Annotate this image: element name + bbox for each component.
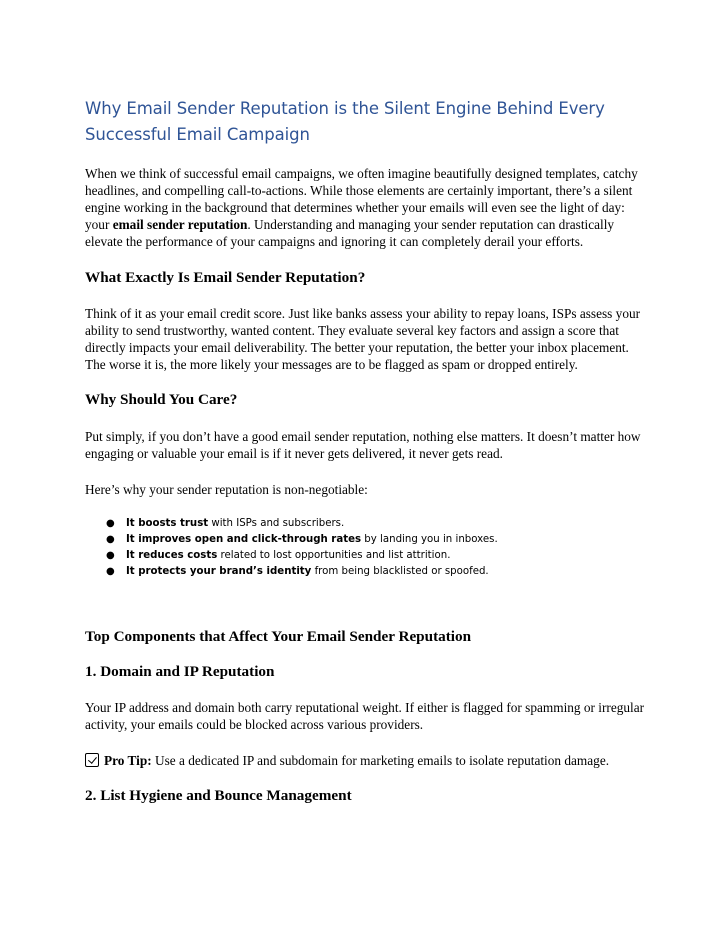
document-page [85,96,645,822]
subsection-heading-domain-ip: 1. Domain and IP Reputation [85,663,275,680]
bullet-icon: ● [106,550,115,561]
intro-paragraph [85,165,645,250]
check-box-icon [85,753,99,767]
bullet-icon: ● [106,566,115,577]
bullet-icon: ● [106,534,115,545]
section-heading-why-care: Why Should You Care? [85,391,238,408]
list-item: ● It reduces costs related to lost opportunities and list attrition. [126,548,645,564]
section-why-care-body: Put simply, if you don’t have a good email sender reputation, nothing else matters. It doesn’t matter how engaging or valuable your email is if it never gets delivered, it never gets read. [85,429,641,461]
list-item: ● It boosts trust with ISPs and subscribers. [126,516,645,532]
reasons-list [85,516,645,580]
section-heading-what-is: What Exactly Is Email Sender Reputation? [85,269,366,286]
bullet-icon: ● [106,518,115,529]
pro-tip-label: Pro Tip: [104,753,152,768]
list-item: ● It improves open and click-through rates by landing you in inboxes. [126,532,645,548]
list-item: ● It protects your brand’s identity from being blacklisted or spoofed. [126,564,645,580]
subsection-heading-list-hygiene: 2. List Hygiene and Bounce Management [85,787,352,804]
section-why-care-lead: Here’s why your sender reputation is non-negotiable: [85,482,368,497]
subsection-domain-ip-body: Your IP address and domain both carry reputational weight. If either is flagged for spamming or irregular activity, your emails could be blocked across various providers. [85,700,645,732]
section-what-is-body: Think of it as your email credit score. Just like banks assess your ability to repay loans, ISPs assess your ability to send trustworthy, wanted content. They evaluate several key factors and assign a score that directly impacts your email deliverability. The better your reputation, the better your inbox placement. The worse it is, the more likely your messages are to be flagged as spam or dropped entirely. [85,306,641,372]
document-title: Why Email Sender Reputation is the Silent Engine Behind Every Successful Email Campaign [85,99,605,144]
pro-tip [85,752,645,769]
pro-tip-text: Use a dedicated IP and subdomain for marketing emails to isolate reputation damage. [151,753,610,768]
section-heading-components: Top Components that Affect Your Email Sender Reputation [85,628,472,645]
intro-bold-term: email sender reputation [112,217,248,232]
intro-text-before: When we think of successful email campaigns, we often imagine beautifully designed templates, catchy headlines, and compelling call-to-actions. While those elements are certainly important, there’s a silent engine working in the background that determines whether your emails will even see the light of day: your [85,166,638,232]
intro-text-after: . Understanding and managing your sender reputation can drastically elevate the performance of your campaigns and ignoring it can completely derail your efforts. [85,217,615,249]
